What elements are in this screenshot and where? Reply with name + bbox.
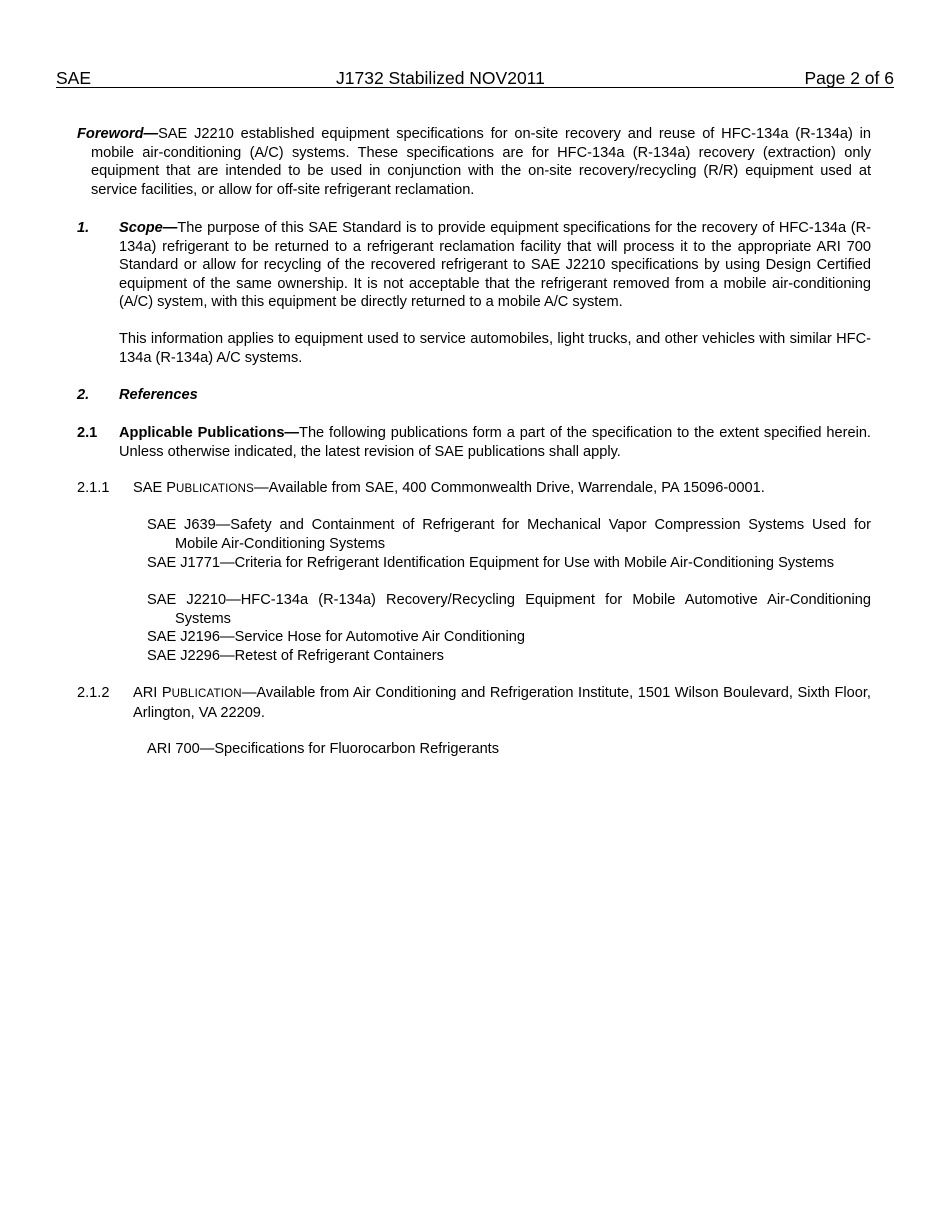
- section-2-1-number: 2.1: [77, 425, 98, 441]
- scope-paragraph-2: This information applies to equipment used to service automobiles, light trucks, and other vehicles with similar HFC-134a (R-134a) A/C systems.: [119, 331, 871, 366]
- applicable-publications-label: Applicable Publications—: [119, 425, 300, 441]
- scope-label: Scope—: [119, 220, 178, 236]
- section-2-1-1-number: 2.1.1: [77, 480, 110, 496]
- reference-item: SAE J1771—Criteria for Refrigerant Identification Equipment for Use with Mobile Air-Conditioning Systems: [147, 555, 835, 571]
- ari-publication-paragraph: [133, 684, 871, 722]
- ari-publication-text: —Available from Air Conditioning and Refrigeration Institute, 1501 Wilson Boulevard, Sixth Floor, Arlington, VA 22209.: [133, 685, 871, 721]
- applicable-publications-text: The following publications form a part of the specification to the extent specified herein. Unless otherwise indicated, the latest revision of SAE publications shall apply.: [119, 425, 871, 460]
- foreword-label: Foreword—: [77, 126, 159, 142]
- reference-item: SAE J2196—Service Hose for Automotive Air Conditioning: [147, 629, 526, 645]
- ari-publication-label-first: ARI P: [133, 685, 172, 701]
- section-2-number: 2.: [77, 387, 90, 403]
- header-center: J1732 Stabilized NOV2011: [336, 68, 545, 88]
- sae-publications-text: —Available from SAE, 400 Commonwealth Drive, Warrendale, PA 15096-0001.: [254, 480, 765, 496]
- header-page-number: Page 2 of 6: [804, 68, 894, 88]
- foreword-text: SAE J2210 established equipment specifications for on-site recovery and reuse of HFC-134a (R-134a) in mobile air-conditioning (A/C) systems. These specifications are for HFC-134a (R-134a) recovery (extraction) only equipment that are intended to be used in conjunction with the on-site recovery/recycling (R/R) equipment used at service facilities, or allow for off-site refrigerant reclamation.: [91, 126, 871, 198]
- scope-text: The purpose of this SAE Standard is to provide equipment specifications for the recovery of HFC-134a (R-134a) refrigerant to be returned to a refrigerant reclamation facility that will process it to the appropriate ARI 700 Standard or allow for recycling of the recovered refrigerant to SAE J2210 specifications by using Design Certified equipment of the same ownership. It is not acceptable that the refrigerant removed from a mobile air-conditioning (A/C) system, with this equipment be directly returned to a mobile A/C system.: [119, 220, 871, 311]
- ari-publication-label-rest: UBLICATION: [171, 688, 242, 700]
- section-2-1-2-number: 2.1.2: [77, 685, 110, 701]
- foreword-paragraph: [77, 125, 871, 199]
- reference-item: SAE J639—Safety and Containment of Refrigerant for Mechanical Vapor Compression Systems Used for Mobile Air-Conditioning Systems: [147, 517, 871, 552]
- section-1-number: 1.: [77, 220, 90, 236]
- reference-item: ARI 700—Specifications for Fluorocarbon Refrigerants: [147, 741, 500, 757]
- reference-item: SAE J2210—HFC-134a (R-134a) Recovery/Recycling Equipment for Mobile Automotive Air-Conditioning Systems: [147, 592, 871, 627]
- header-left: SAE: [56, 68, 92, 88]
- running-header: [56, 67, 894, 88]
- scope-paragraph: [119, 219, 871, 312]
- sae-publications-label-rest: UBLICATIONS: [176, 483, 255, 495]
- section-2-title: References: [119, 387, 198, 403]
- sae-publications-paragraph: [133, 479, 871, 499]
- applicable-publications-paragraph: [119, 424, 871, 461]
- reference-item: SAE J2296—Retest of Refrigerant Containers: [147, 648, 444, 664]
- sae-publications-label-first: SAE P: [133, 480, 176, 496]
